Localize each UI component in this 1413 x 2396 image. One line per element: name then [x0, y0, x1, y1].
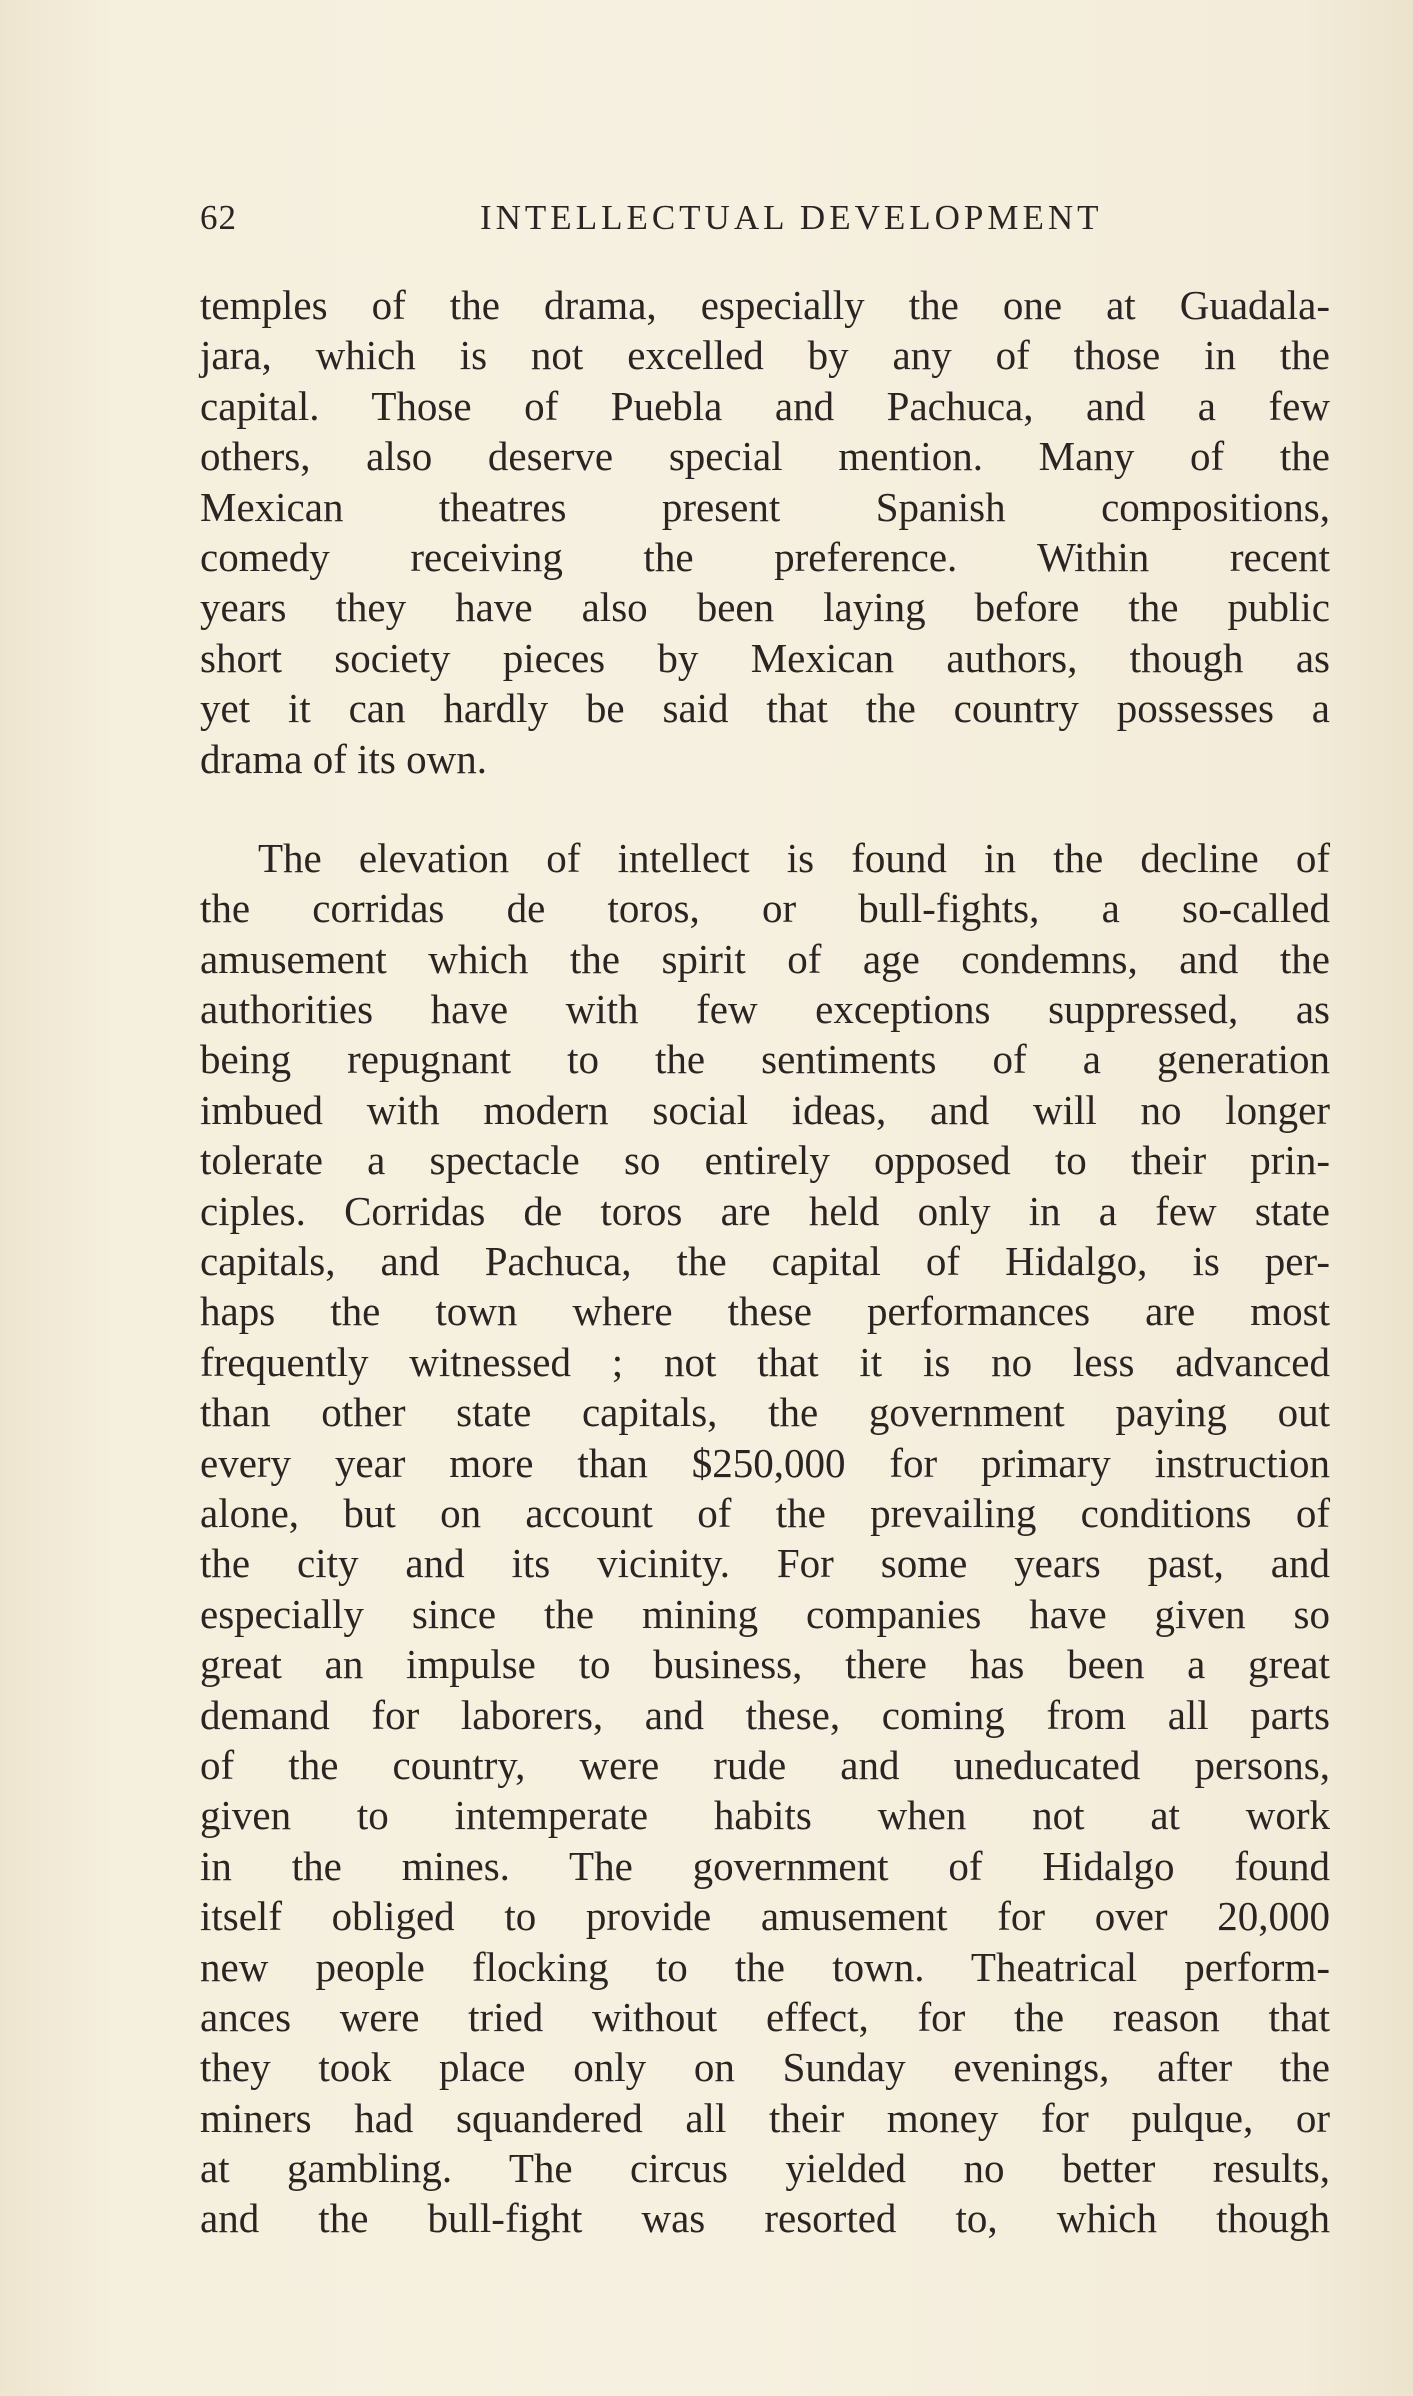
paragraph-spacer	[200, 784, 1330, 833]
text-line: Mexican theatres present Spanish compositions,	[200, 483, 1330, 530]
paragraph-1	[200, 280, 1330, 784]
text-line: alone, but on account of the prevailing conditions of	[200, 1489, 1330, 1536]
text-line: of the country, were rude and uneducated persons,	[200, 1741, 1330, 1788]
text-line: drama of its own.	[200, 735, 487, 782]
text-line: miners had squandered all their money for pulque, or	[200, 2094, 1330, 2141]
page-header	[200, 198, 1340, 248]
text-line: short society pieces by Mexican authors, though as	[200, 634, 1330, 681]
text-line: great an impulse to business, there has been a great	[200, 1641, 1330, 1688]
text-line: capitals, and Pachuca, the capital of Hidalgo, is per-	[200, 1238, 1330, 1285]
text-line: capital. Those of Puebla and Pachuca, and a few	[200, 382, 1330, 429]
text-line: ances were tried without effect, for the reason that	[200, 1993, 1330, 2040]
text-line: others, also deserve special mention. Many of the	[200, 433, 1330, 480]
text-line: at gambling. The circus yielded no better results,	[200, 2145, 1330, 2192]
text-line: tolerate a spectacle so entirely opposed to their prin-	[200, 1137, 1330, 1184]
text-line: yet it can hardly be said that the country possesses a	[200, 685, 1330, 732]
running-head: INTELLECTUAL DEVELOPMENT	[480, 198, 1103, 237]
text-line: in the mines. The government of Hidalgo found	[200, 1842, 1330, 1889]
text-line: and the bull-fight was resorted to, which though	[200, 2195, 1330, 2242]
text-line: temples of the drama, especially the one at Guadala-	[200, 282, 1330, 328]
text-line: demand for laborers, and these, coming from all parts	[200, 1691, 1330, 1738]
page-number: 62	[200, 198, 237, 237]
text-line: haps the town where these performances are most	[200, 1288, 1330, 1335]
text-line: being repugnant to the sentiments of a generation	[200, 1036, 1330, 1083]
text-line: every year more than $250,000 for primary instruction	[200, 1439, 1330, 1486]
text-line: ciples. Corridas de toros are held only in a few state	[200, 1187, 1330, 1234]
text-line: itself obliged to provide amusement for over 20,000	[200, 1893, 1330, 1940]
paragraph-2	[200, 833, 1330, 2244]
text-line: jara, which is not excelled by any of those in the	[200, 332, 1330, 379]
text-line: especially since the mining companies have given so	[200, 1590, 1330, 1637]
text-line: given to intemperate habits when not at work	[200, 1792, 1330, 1839]
text-line: years they have also been laying before the public	[200, 584, 1330, 631]
text-line: authorities have with few exceptions suppressed, as	[200, 986, 1330, 1033]
text-line: new people flocking to the town. Theatrical perform-	[200, 1943, 1330, 1990]
text-line: frequently witnessed ; not that it is no less advanced	[200, 1338, 1330, 1385]
text-line: amusement which the spirit of age condemns, and the	[200, 935, 1330, 982]
text-line: The elevation of intellect is found in the decline of	[258, 834, 1330, 881]
text-line: the city and its vicinity. For some years past, and	[200, 1540, 1330, 1587]
text-line: comedy receiving the preference. Within recent	[200, 533, 1330, 580]
text-line: they took place only on Sunday evenings, after the	[200, 2044, 1330, 2091]
text-line: than other state capitals, the government paying out	[200, 1389, 1330, 1436]
text-line: imbued with modern social ideas, and will no longer	[200, 1086, 1330, 1133]
body-text	[200, 280, 1330, 2244]
text-line: the corridas de toros, or bull-fights, a so-called	[200, 885, 1330, 932]
